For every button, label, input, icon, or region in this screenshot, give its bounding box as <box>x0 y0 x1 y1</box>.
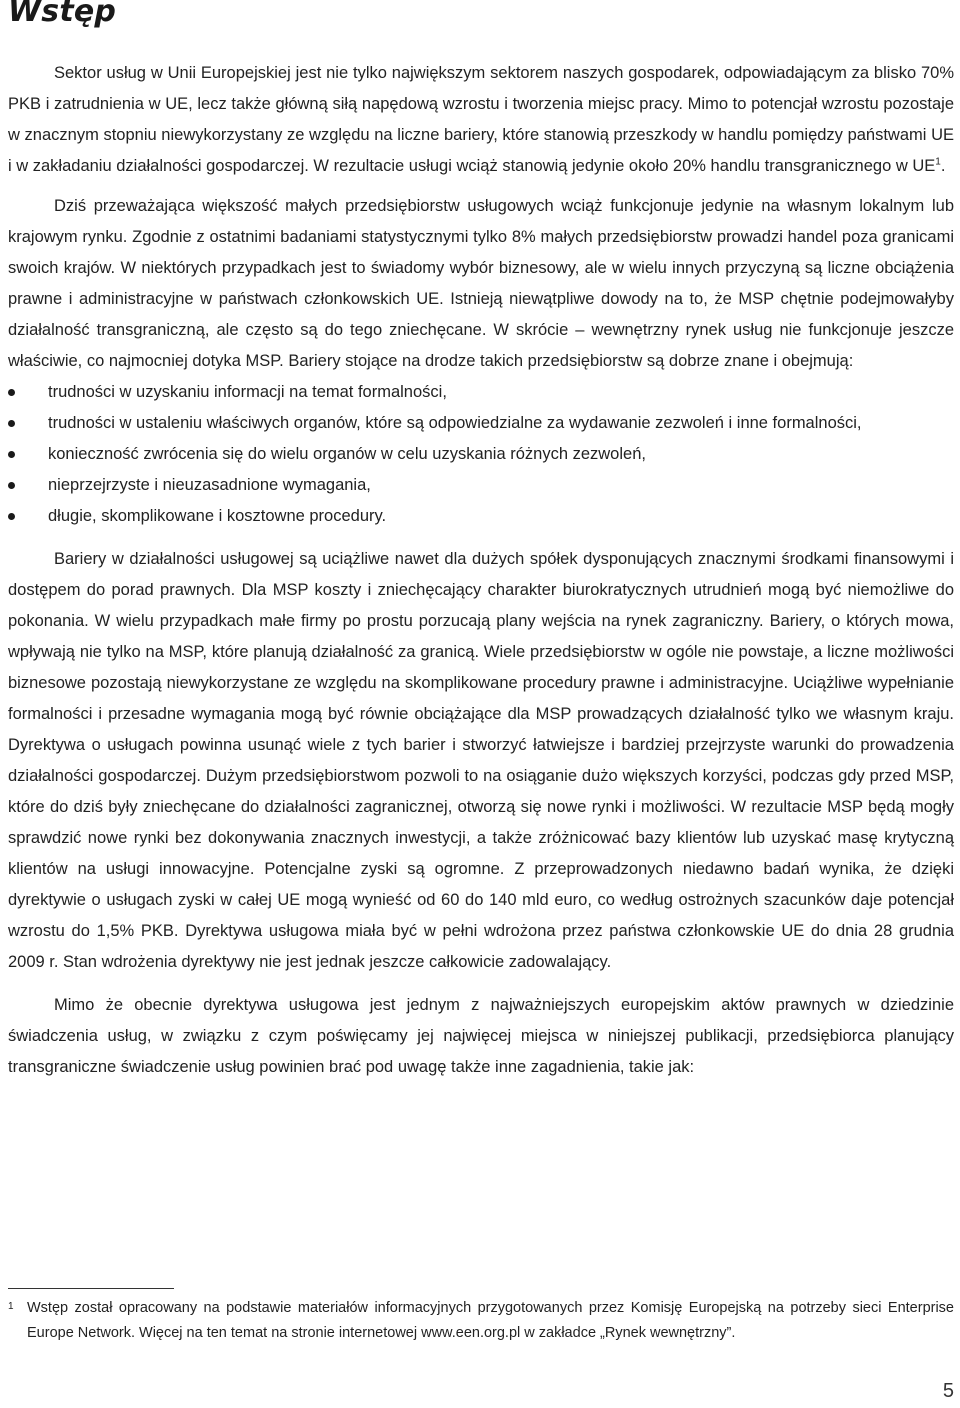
footnote-reference[interactable]: 1 <box>935 156 941 168</box>
footnote-text: Wstęp został opracowany na podstawie materiałów informacyjnych przygotowanych przez Komisję Europejską na potrzeby sieci Enterprise Europe Network. Więcej na ten temat na stronie internetowej www.een.org.pl w zakładce „Rynek wewnętrzny”. <box>27 1300 954 1341</box>
paragraph-4: Mimo że obecnie dyrektywa usługowa jest jednym z najważniejszych europejskim aktów prawnych w dziedzinie świadczenia usług, w związku z czym poświęcamy jej najwięcej miejsca w niniejszej publikacji, przedsiębiorca planujący transgraniczne świadczenie usług powinien brać pod uwagę także inne zagadnienia, takie jak: <box>8 996 954 1076</box>
list-item <box>8 470 954 501</box>
footnote <box>8 1296 954 1346</box>
list-item <box>8 377 954 408</box>
body-text <box>8 58 954 1083</box>
list-item-text: długie, skomplikowane i kosztowne procedury. <box>48 507 387 525</box>
footnote-divider <box>8 1288 174 1289</box>
bullet-icon <box>8 482 15 489</box>
bullet-icon <box>8 389 15 396</box>
list-item-text: trudności w uzyskaniu informacji na temat formalności, <box>48 383 447 401</box>
list-item-text: nieprzejrzyste i nieuzasadnione wymagania, <box>48 476 371 494</box>
paragraph-3: Bariery w działalności usługowej są uciążliwe nawet dla dużych spółek dysponujących znacznymi środkami finansowymi i dostępem do porad prawnych. Dla MSP koszty i zniechęcający charakter biurokratycznych utrudnień mogą być niemożliwe do pokonania. W wielu przypadkach małe firmy po prostu porzucają plany wejścia na rynek zagraniczny. Bariery, o których mowa, wpływają nie tylko na MSP, które planują działalność za granicą. Wiele przedsiębiorstw w ogóle nie powstaje, a liczne możliwości biznesowe pozostają niewykorzystane ze względu na skomplikowane procedury prawne i administracyjne. Uciążliwe wypełnianie formalności i przesadne wymagania mogą być równie obciążające dla MSP prowadzących działalność tylko we własnym kraju. Dyrektywa o usługach powinna usunąć wiele z tych barier i stworzyć łatwiejsze i bardziej przejrzyste warunki do prowadzenia działalności gospodarczej. Dużym przedsiębiorstwom pozwoli to na osiąganie dużo większych korzyści, podczas gdy przed MSP, które do dziś były zniechęcane do działalności zagranicznej, otworzą się nowe rynki i możliwości. W rezultacie MSP będą mogły sprawdzić nowe rynki bez dokonywania znacznych inwestycji, a także zróżnicować bazy klientów lub uzyskać masę krytyczną klientów na usługi innowacyjne. Potencjalne zyski są ogromne. Z przeprowadzonych niedawno badań wynika, że dzięki dyrektywie o usługach zyski w całej UE mogą wynieść od 60 do 140 mld euro, co według ostrożnych szacunków daje potencjał wzrostu do 1,5% PKB. Dyrektywa usługowa miała być w pełni wdrożona przez państwa członkowskie UE do dnia 28 grudnia 2009 r. Stan wdrożenia dyrektywy nie jest jednak jeszcze całkowicie zadowalający. <box>8 550 954 971</box>
list-item <box>8 501 954 532</box>
bullet-icon <box>8 420 15 427</box>
page-title: Wstęp <box>8 0 117 29</box>
bullet-icon <box>8 451 15 458</box>
list-item <box>8 408 954 439</box>
paragraph-1-text: Sektor usług w Unii Europejskiej jest nie tylko największym sektorem naszych gospodarek, odpowiadającym za blisko 70% PKB i zatrudnienia w UE, lecz także główną siłą napędową wzrostu i tworzenia miejsc pracy. Mimo to potencjał wzrostu pozostaje w znacznym stopniu niewykorzystany ze względu na liczne bariery, które stanowią przeszkody w handlu pomiędzy państwami UE i w zakładaniu działalności gospodarczej. W rezultacie usługi wciąż stanowią jedynie około 20% handlu transgranicznego w UE <box>8 64 954 175</box>
barrier-list <box>8 377 954 532</box>
paragraph-1-end: . <box>940 157 946 175</box>
list-item-text: konieczność zwrócenia się do wielu organów w celu uzyskania różnych zezwoleń, <box>48 445 646 463</box>
paragraph-2: Dziś przeważająca większość małych przedsiębiorstw usługowych wciąż funkcjonuje jedynie na własnym lokalnym lub krajowym rynku. Zgodnie z ostatnimi badaniami statystycznymi tylko 8% małych przedsiębiorstw prowadzi handel poza granicami swoich krajów. W niektórych przypadkach jest to świadomy wybór biznesowy, ale w wielu innych przyczyną są liczne obciążenia prawne i administracyjne w państwach członkowskich UE. Istnieją niewątpliwe dowody na to, że MSP chętnie podejmowałyby działalność transgraniczną, ale często są do tego zniechęcane. W skrócie – wewnętrzny rynek usług nie funkcjonuje jeszcze właściwie, co najmocniej dotyka MSP. Bariery stojące na drodze takich przedsiębiorstw są dobrze znane i obejmują: <box>8 197 954 370</box>
list-item <box>8 439 954 470</box>
page-number: 5 <box>942 1380 954 1402</box>
list-item-text: trudności w ustaleniu właściwych organów, które są odpowiedzialne za wydawanie zezwoleń i inne formalności, <box>48 414 862 432</box>
footnote-mark: 1 <box>8 1301 14 1312</box>
paragraph-1 <box>8 58 954 182</box>
bullet-icon <box>8 513 15 520</box>
